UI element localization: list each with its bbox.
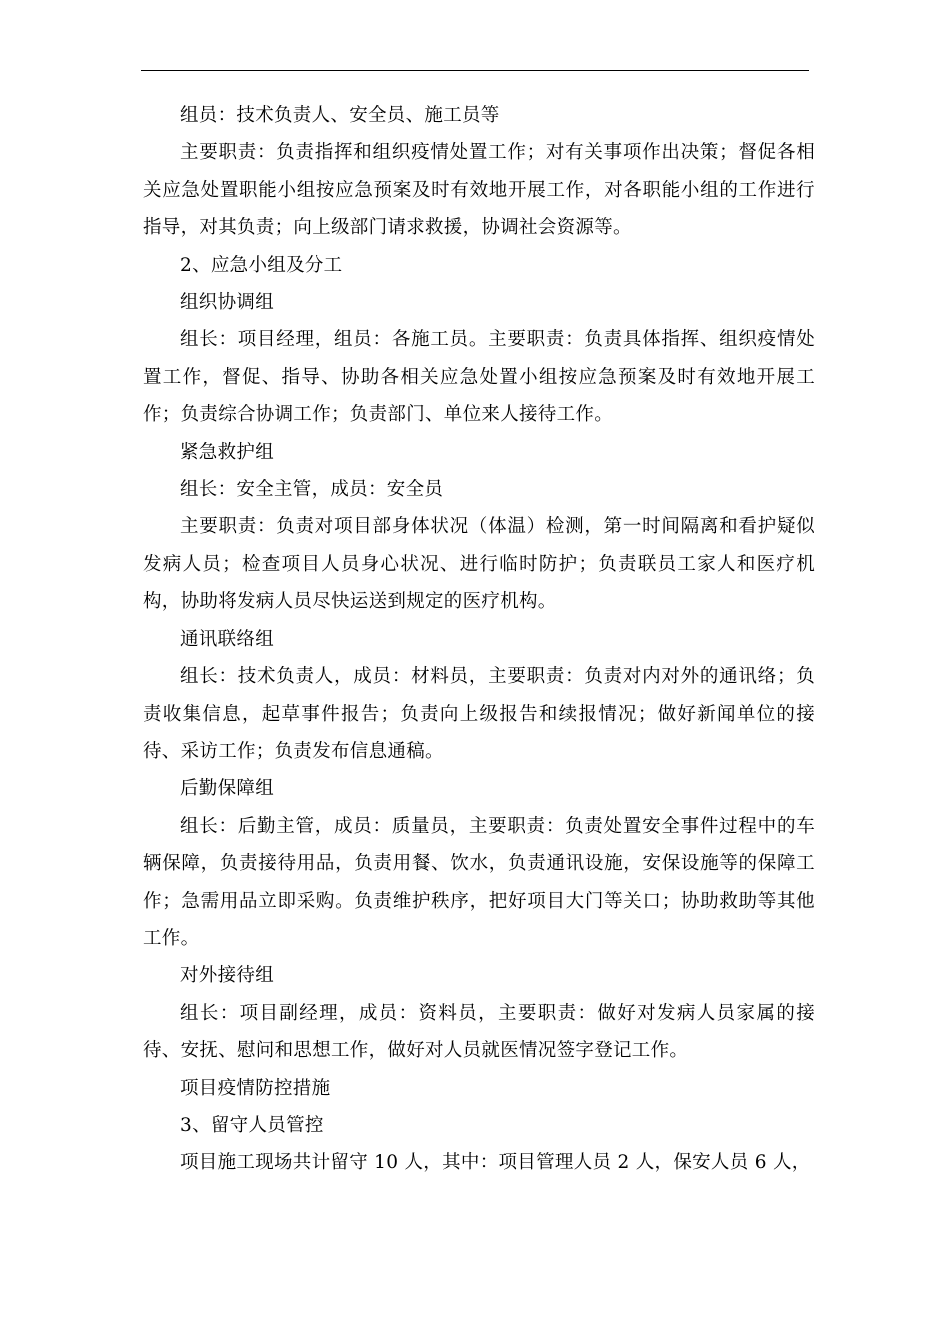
- paragraph-members: 组员：技术负责人、安全员、施工员等: [180, 105, 500, 126]
- group-heading-coordination: 组织协调组: [180, 292, 275, 314]
- group-heading-rescue: 紧急救护组: [180, 441, 275, 463]
- group-heading-reception: 对外接待组: [180, 965, 275, 987]
- section-heading-emergency-groups: 2、应急小组及分工: [180, 254, 343, 276]
- group-heading-logistics: 后勤保障组: [180, 778, 275, 800]
- header-rule: [141, 70, 809, 71]
- paragraph-reception-duties: 组长：项目副经理，成员：资料员，主要职责：做好对发病人员家属的接待、安抚、慰问和思想工作，做好对人员就医情况签字登记工作。: [143, 1002, 815, 1062]
- document-body: [143, 97, 815, 1182]
- paragraph-coordination-duties: 组长：项目经理，组员：各施工员。主要职责：负责具体指挥、组织疫情处置工作，督促、指导、协助各相关应急处置小组按应急预案及时有效地开展工作；负责综合协调工作；负责部门、单位来人接待工作。: [143, 329, 815, 426]
- group-heading-communication: 通讯联络组: [180, 628, 275, 650]
- section-heading-staff-control: 3、留守人员管控: [180, 1114, 324, 1136]
- paragraph-logistics-duties: 组长：后勤主管，成员：质量员，主要职责：负责处置安全事件过程中的车辆保障，负责接待用品，负责用餐、饮水，负责通讯设施，安保设施等的保障工作；急需用品立即采购。负责维护秩序，把好项目大门等关口；协助救助等其他工作。: [143, 815, 815, 949]
- paragraph-communication-duties: 组长：技术负责人，成员：材料员，主要职责：负责对内对外的通讯络；负责收集信息，起草事件报告；负责向上级报告和续报情况；做好新闻单位的接待、采访工作；负责发布信息通稿。: [143, 666, 815, 762]
- paragraph-staff-count: 项目施工现场共计留守 10 人，其中：项目管理人员 2 人，保安人员 6 人，: [180, 1152, 811, 1174]
- paragraph-main-duties: 主要职责：负责指挥和组织疫情处置工作；对有关事项作出决策；督促各相关应急处置职能小组按应急预案及时有效地开展工作，对各职能小组的工作进行指导，对其负责；向上级部门请求救援，协调社会资源等。: [143, 142, 815, 239]
- section-heading-prevention-measures: 项目疫情防控措施: [180, 1077, 331, 1099]
- paragraph-rescue-duties: 主要职责：负责对项目部身体状况（体温）检测，第一时间隔离和看护疑似发病人员；检查项目人员身心状况、进行临时防护；负责联员工家人和医疗机构，协助将发病人员尽快运送到规定的医疗机构。: [143, 516, 815, 613]
- paragraph-rescue-leader: 组长：安全主管，成员：安全员: [180, 479, 444, 501]
